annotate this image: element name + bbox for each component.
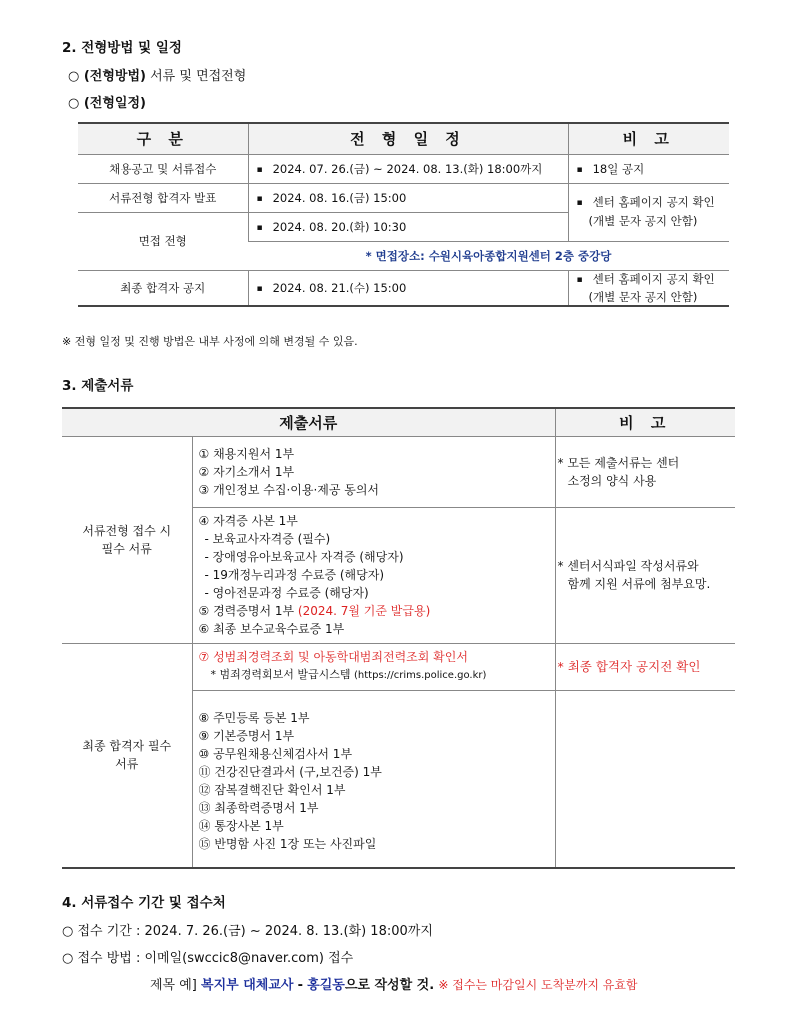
row-note: ▪ 18일 공지 [568, 154, 729, 183]
docs-header-row [62, 408, 735, 436]
schedule-footnote: ※ 전형 일정 및 진행 방법은 내부 사정에 의해 변경될 수 있음. [62, 335, 358, 348]
list-item: ② 자기소개서 1부 [198, 464, 295, 479]
note-line: 함께 지원 서류에 첨부요망. [567, 577, 711, 591]
section3-title: 3. 제출서류 [62, 378, 134, 394]
item7-sub [199, 666, 555, 685]
row-date: ▪ 2024. 07. 26.(금) ~ 2024. 08. 13.(화) 18:00까지 [248, 154, 568, 183]
example-part1: 복지부 대체교사 [201, 978, 294, 993]
example-dash: - [297, 978, 304, 993]
list-item: ⑩ 공무원채용신체검사서 1부 [198, 746, 353, 761]
table-row [62, 643, 735, 690]
item7-url: (https://crims.police.go.kr) [354, 670, 487, 681]
example-part2: 홍길동 [307, 978, 345, 993]
place-value: 수원시육아종합지원센터 2층 중강당 [428, 248, 612, 263]
table-row [78, 183, 729, 212]
section2-title: 2. 전형방법 및 일정 [62, 40, 182, 56]
group2-label-line2: 서류 [115, 757, 139, 772]
list-item: - 19개정누리과정 수료증 (해당자) [204, 568, 385, 582]
receipt-method: ○ 접수 방법 : 이메일(swccic8@naver.com) 접수 [62, 951, 354, 966]
group2-label-line1: 최종 합격자 필수 [82, 739, 172, 754]
method-prefix: ○ (전형방법) [68, 69, 146, 84]
item5-text: ⑤ 경력증명서 1부 [198, 604, 295, 618]
list-item [199, 602, 555, 620]
interview-place [248, 241, 729, 270]
title-example [150, 974, 638, 993]
row-note [568, 270, 729, 306]
group2-label [62, 643, 192, 868]
table-row [62, 436, 735, 507]
block2-note [555, 507, 735, 643]
list-item: ⑨ 기본증명서 1부 [198, 728, 295, 743]
note-line: * 모든 제출서류는 센터 [557, 455, 680, 470]
note-line: ▪ 센터 홈페이지 공지 확인 [577, 194, 730, 213]
method-text: 서류 및 면접전형 [150, 69, 247, 84]
group1-label-line2: 필수 서류 [101, 541, 152, 556]
section4-title: 4. 서류접수 기간 및 접수처 [62, 895, 226, 911]
row-date: ▪ 2024. 08. 16.(금) 15:00 [248, 183, 568, 212]
block1-items [192, 436, 555, 507]
schedule-header-note: 비 고 [568, 123, 729, 154]
list-item: ④ 자격증 사본 1부 [198, 514, 298, 528]
list-item: - 영아전문과정 수료증 (해당자) [204, 586, 369, 600]
list-item: ③ 개인정보 수집·이용·제공 동의서 [198, 482, 380, 497]
block2-items [192, 507, 555, 643]
group1-label-line1: 서류전형 접수 시 [82, 523, 172, 538]
example-prefix: 제목 예] [150, 978, 197, 993]
list-item: ⑧ 주민등록 등본 1부 [198, 710, 310, 725]
list-item: ⑭ 통장사본 1부 [198, 818, 284, 833]
group2-items [192, 690, 555, 868]
note-line: ▪ 센터 홈페이지 공지 확인 [577, 271, 730, 289]
list-item: - 보육교사자격증 (필수) [204, 532, 331, 546]
group2-empty-note [555, 690, 735, 868]
item5-red: (2024. 7월 기준 발급용) [297, 604, 431, 618]
schedule-header-row [78, 123, 729, 154]
table-row [78, 154, 729, 183]
schedule-table [78, 122, 729, 307]
schedule-label: ○ (전형일정) [68, 96, 146, 111]
note-line: 소정의 양식 사용 [567, 473, 657, 488]
note-line: * 센터서식파일 작성서류와 [557, 559, 699, 573]
row-label: 채용공고 및 서류접수 [78, 154, 248, 183]
documents-table [62, 407, 735, 869]
block1-note [555, 436, 735, 507]
item7-text: ⑦ 성범죄경력조회 및 아동학대범죄전력조회 확인서 [198, 650, 468, 664]
list-item: ⑮ 반명함 사진 1장 또는 사진파일 [198, 836, 377, 851]
docs-header-note: 비 고 [555, 408, 735, 436]
list-item: ⑬ 최종학력증명서 1부 [198, 800, 319, 815]
receipt-period: ○ 접수 기간 : 2024. 7. 26.(금) ~ 2024. 8. 13.(화) 18:00까지 [62, 924, 433, 939]
note-line: (개별 문자 공지 안함) [588, 214, 698, 228]
item7-cell [192, 643, 555, 690]
method-line [68, 65, 246, 84]
row-date: ▪ 2024. 08. 21.(수) 15:00 [248, 270, 568, 306]
example-suffix: 으로 작성할 것. [344, 978, 435, 993]
list-item: ① 채용지원서 1부 [198, 446, 295, 461]
schedule-header-date: 전 형 일 정 [248, 123, 568, 154]
docs-header-docs: 제출서류 [62, 408, 555, 436]
note-line: (개별 문자 공지 안함) [588, 289, 698, 304]
list-item: ⑥ 최종 보수교육수료증 1부 [198, 622, 345, 636]
row-label: 면접 전형 [78, 212, 248, 270]
row-label: 서류전형 합격자 발표 [78, 183, 248, 212]
row-date: ▪ 2024. 08. 20.(화) 10:30 [248, 212, 568, 241]
table-row [78, 270, 729, 306]
list-item: ⑫ 잠복결핵진단 확인서 1부 [198, 782, 346, 797]
list-item: - 장애영유아보육교사 자격증 (해당자) [204, 550, 404, 564]
schedule-header-category: 구 분 [78, 123, 248, 154]
row-label: 최종 합격자 공지 [78, 270, 248, 306]
group1-label [62, 436, 192, 643]
row-note [568, 183, 729, 241]
example-warning: ※ 접수는 마감일시 도착분까지 유효함 [438, 978, 638, 992]
list-item: ⑪ 건강진단결과서 (구,보건증) 1부 [198, 764, 382, 779]
place-label: * 면접장소: [365, 248, 425, 263]
item7-note: * 최종 합격자 공지전 확인 [555, 643, 735, 690]
item7-sub-text: * 범죄경력회보서 발급시스템 [210, 668, 351, 681]
